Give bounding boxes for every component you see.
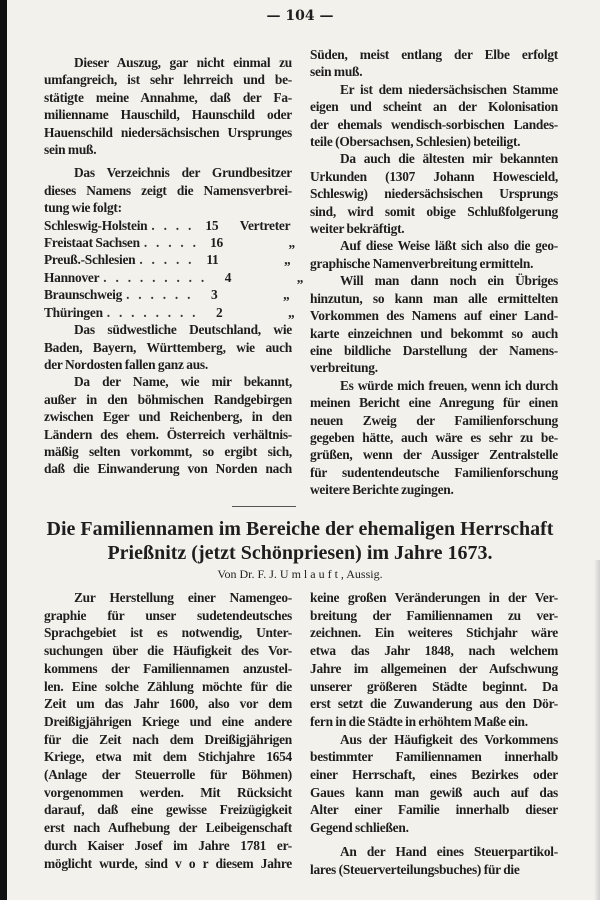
text-line: erst nach Aufhebung der Leibeigenschaft: [44, 820, 292, 836]
cell-unit: „: [288, 304, 295, 320]
text-line: Vorkommen des Namens auf einer Land-: [310, 308, 558, 324]
cell-dots: . . . . .: [139, 252, 195, 268]
paragraph: [44, 321, 292, 373]
text-line: Gegend schließen.: [310, 820, 409, 836]
text-line: Hauenschild niedersächsischen Ursprunges: [44, 124, 292, 140]
text-line: milienname Hauschild, Haunschild oder: [44, 107, 292, 123]
text-line: zwischen Eger und Reichenberg, in den: [44, 409, 292, 425]
section-divider: [232, 506, 296, 507]
text-line: für sudentendeutsche Familienforschung: [310, 464, 558, 480]
byline-author: Umlauft: [279, 567, 341, 581]
text-line: mäßig selten vorkommt, so ergibt sich,: [44, 443, 292, 459]
text-line: (Anlage der Steuerrolle für Böhmen): [44, 767, 292, 783]
cell-dots: . . . . . .: [126, 287, 194, 303]
cell-dots: . . . . . . . . .: [103, 269, 208, 285]
text-line: Zur Herstellung einer Namengeo-: [74, 590, 292, 605]
text-line: dieses Namens zeigt die Namensverbrei-: [44, 182, 292, 198]
cell-count: 15: [205, 217, 219, 233]
text-line: Kriege, etwa mit dem Stichjahre 1654: [44, 749, 292, 765]
paragraph: [310, 377, 558, 499]
text-line: unserer größeren Städte beginnt. Da: [310, 678, 558, 694]
text-line: Dieser Auszug, gar nicht einmal zu: [74, 55, 292, 70]
text-line: kommens der Familiennamen anzustel-: [44, 660, 292, 676]
paragraph: [310, 150, 558, 237]
text-line: len. Eine solche Zählung möchte für die: [44, 678, 292, 694]
paragraph: [310, 237, 558, 272]
paragraph: [310, 272, 558, 376]
text-line: Baden, Bayern, Württemberg, wie auch: [44, 339, 292, 355]
text-line: für die Zeit nach dem Dreißigjährigen: [44, 731, 292, 747]
text-line: weiter bekräftigt.: [310, 221, 405, 237]
table-row: [44, 269, 304, 286]
text-line: stätigte meine Annahme, daß der Fa-: [44, 89, 292, 105]
table-row: [44, 251, 292, 268]
text-line: der ehemals wendisch-sorbischen Landes-: [310, 116, 558, 132]
text-line: einer Herrschaft, eines Bezirkes oder: [310, 767, 558, 783]
text-line: gegeben hätte, auch wäre es sehr zu be-: [310, 429, 558, 445]
text-line: darauf, daß eine gewisse Freizügigkeit: [44, 802, 292, 818]
text-line: eine bildliche Darstellung der Namens-: [310, 342, 558, 358]
scan-edge-right: [594, 560, 600, 900]
text-line: Das südwestliche Deutschland, wie: [74, 322, 292, 338]
text-line: Sprachgebiet ist es notwendig, Unter-: [44, 625, 292, 641]
table-row: [44, 304, 295, 321]
text-line: weitere Berichte zugingen.: [310, 482, 454, 498]
page-number: — 104 —: [266, 8, 334, 24]
byline-prefix: Von Dr. F. J.: [217, 567, 277, 581]
table-row: [44, 217, 292, 234]
text-line: Süden, meist entlang der Elbe erfolgt: [310, 47, 558, 62]
cell-count: 16: [210, 235, 223, 251]
paragraph: [44, 164, 292, 216]
scan-edge: [0, 0, 7, 900]
text-line: neuen Zweig der Familienforschung: [310, 412, 558, 428]
paragraph: [310, 46, 558, 81]
text-line: An der Hand eines Steuerpartikol-: [340, 843, 558, 859]
text-line: Gaues kann man gewiß auch auf das: [310, 784, 558, 800]
text-line: Da der Name, wie mir bekannt,: [74, 374, 292, 390]
text-line: sein muß.: [310, 64, 363, 80]
cell-dots: . . . . . . . .: [106, 304, 199, 320]
article-byline: [0, 567, 600, 582]
cell-region: Preuß.-Schlesien: [44, 252, 136, 268]
text-line: Das Verzeichnis der Grundbesitzer: [74, 165, 292, 181]
cell-region: Thüringen: [44, 304, 103, 320]
text-line: Ländern des ehem. Österreich verhältnis-: [44, 426, 292, 442]
text-line: keine großen Veränderungen in der Ver-: [310, 590, 558, 605]
cell-unit: „: [282, 287, 290, 303]
text-line: vorgenommen werden. Mit Rücksicht: [44, 784, 292, 800]
text-line: graphische Namenverbreitung ermitteln.: [310, 255, 534, 271]
text-line: sind, wird somit obige Schlußfolgerung: [310, 203, 558, 219]
text-line: verbreitung.: [310, 360, 378, 376]
text-line: der Nordosten fallen ganz aus.: [44, 356, 208, 372]
text-line: Auf diese Weise läßt sich also die geo-: [340, 238, 558, 254]
cell-dots: . . . .: [151, 217, 195, 233]
paragraph: [310, 731, 558, 837]
text-line: Er ist dem niedersächsischen Stamme: [340, 81, 558, 97]
text-line: eigen und scheint an der Kolonisation: [310, 99, 558, 115]
paragraph: [44, 54, 292, 158]
cell-count: 4: [224, 269, 232, 285]
table-row: [44, 234, 295, 251]
cell-count: 11: [206, 252, 219, 268]
paragraph: [310, 589, 558, 731]
text-line: meinen Bericht eine Anregung für einen: [310, 395, 558, 411]
text-line: grüßen, wenn der Aussiger Zentralstelle: [310, 447, 558, 463]
text-line: möglicht wurde, sind v o r diesem Jahre: [44, 855, 292, 871]
cell-count: 2: [216, 304, 223, 320]
table-row: [44, 286, 292, 303]
top-left-column: [44, 54, 304, 478]
cell-dots: . . . . .: [143, 235, 199, 251]
paragraph: [310, 843, 558, 878]
text-line: lares (Steuerverteilungsbuches) für die: [310, 861, 520, 877]
cell-count: 3: [210, 287, 218, 303]
text-line: Alter einer Familie innerhalb dieser: [310, 802, 558, 818]
distribution-table: [44, 217, 304, 321]
article-heading: [0, 517, 600, 582]
byline-place: , Aussig.: [340, 567, 383, 581]
bottom-right-column: [310, 589, 558, 878]
paragraph: [44, 589, 292, 872]
cell-unit: Vertreter: [239, 217, 291, 233]
text-line: durch Kaiser Josef im Jahre 1781 er-: [44, 837, 292, 853]
bottom-left-column: [44, 589, 292, 872]
top-right-column: [310, 46, 558, 499]
cell-unit: „: [296, 269, 304, 285]
text-line: suchungen über die Häufigkeit des Vor-: [44, 643, 292, 659]
text-line: fern in die Städte in erhöhtem Maße ein.: [310, 713, 528, 729]
text-line: bestimmter Familiennamen innerhalb: [310, 749, 558, 765]
text-line: Zeit um das Jahr 1600, also vor dem: [44, 696, 292, 712]
cell-unit: „: [284, 252, 291, 268]
text-line: Urkunden (1307 Johann Howescield,: [310, 168, 558, 184]
text-line: breitung der Familiennamen zu ver-: [310, 607, 558, 623]
text-line: zeichnen. Ein weiteres Stichjahr wäre: [310, 625, 558, 641]
text-line: Da auch die ältesten mir bekannten: [340, 151, 558, 167]
paragraph: [310, 81, 558, 151]
text-line: Aus der Häufigkeit des Vorkommens: [340, 731, 558, 747]
text-line: tung wie folgt:: [44, 200, 122, 216]
text-line: graphie für unser sudetendeutsches: [44, 607, 292, 623]
cell-region: Braunschweig: [44, 287, 123, 303]
cell-region: Schleswig-Holstein: [44, 217, 148, 233]
text-line: Es würde mich freuen, wenn ich durch: [340, 377, 558, 393]
article-title-line-2: Prießnitz (jetzt Schönpriesen) im Jahre 1673.: [107, 542, 493, 564]
text-line: daß die Einwanderung von Norden nach: [44, 461, 292, 477]
paragraph: [44, 373, 292, 477]
text-line: hinzutun, so kann man alle ermittelten: [310, 290, 558, 306]
article-title-line-1: Die Familiennamen im Bereiche der ehemaligen Herrschaft: [46, 518, 554, 540]
text-line: Jahre im allgemeinen der Aufschwung: [310, 660, 558, 676]
cell-unit: „: [288, 235, 295, 251]
text-line: Will man dann noch ein Übriges: [340, 273, 558, 289]
text-line: umfangreich, ist sehr lehrreich und be-: [44, 72, 292, 88]
text-line: außer in den böhmischen Randgebirgen: [44, 391, 292, 407]
text-line: erst setzt die Zuwanderung aus den Dör-: [310, 696, 558, 712]
text-line: etwa das Jahr 1848, nach welchem: [310, 643, 558, 659]
text-line: Dreißigjährigen Kriege und eine andere: [44, 713, 292, 729]
cell-region: Hannover: [44, 269, 100, 285]
text-line: karte einzeichnen und bekommt so auch: [310, 325, 558, 341]
text-line: Schleswig) niedersächsischen Ursprungs: [310, 186, 558, 202]
cell-region: Freistaat Sachsen: [44, 235, 140, 251]
text-line: teile (Obersachsen, Schlesien) beteiligt.: [310, 134, 521, 150]
text-line: sein muß.: [44, 142, 97, 158]
